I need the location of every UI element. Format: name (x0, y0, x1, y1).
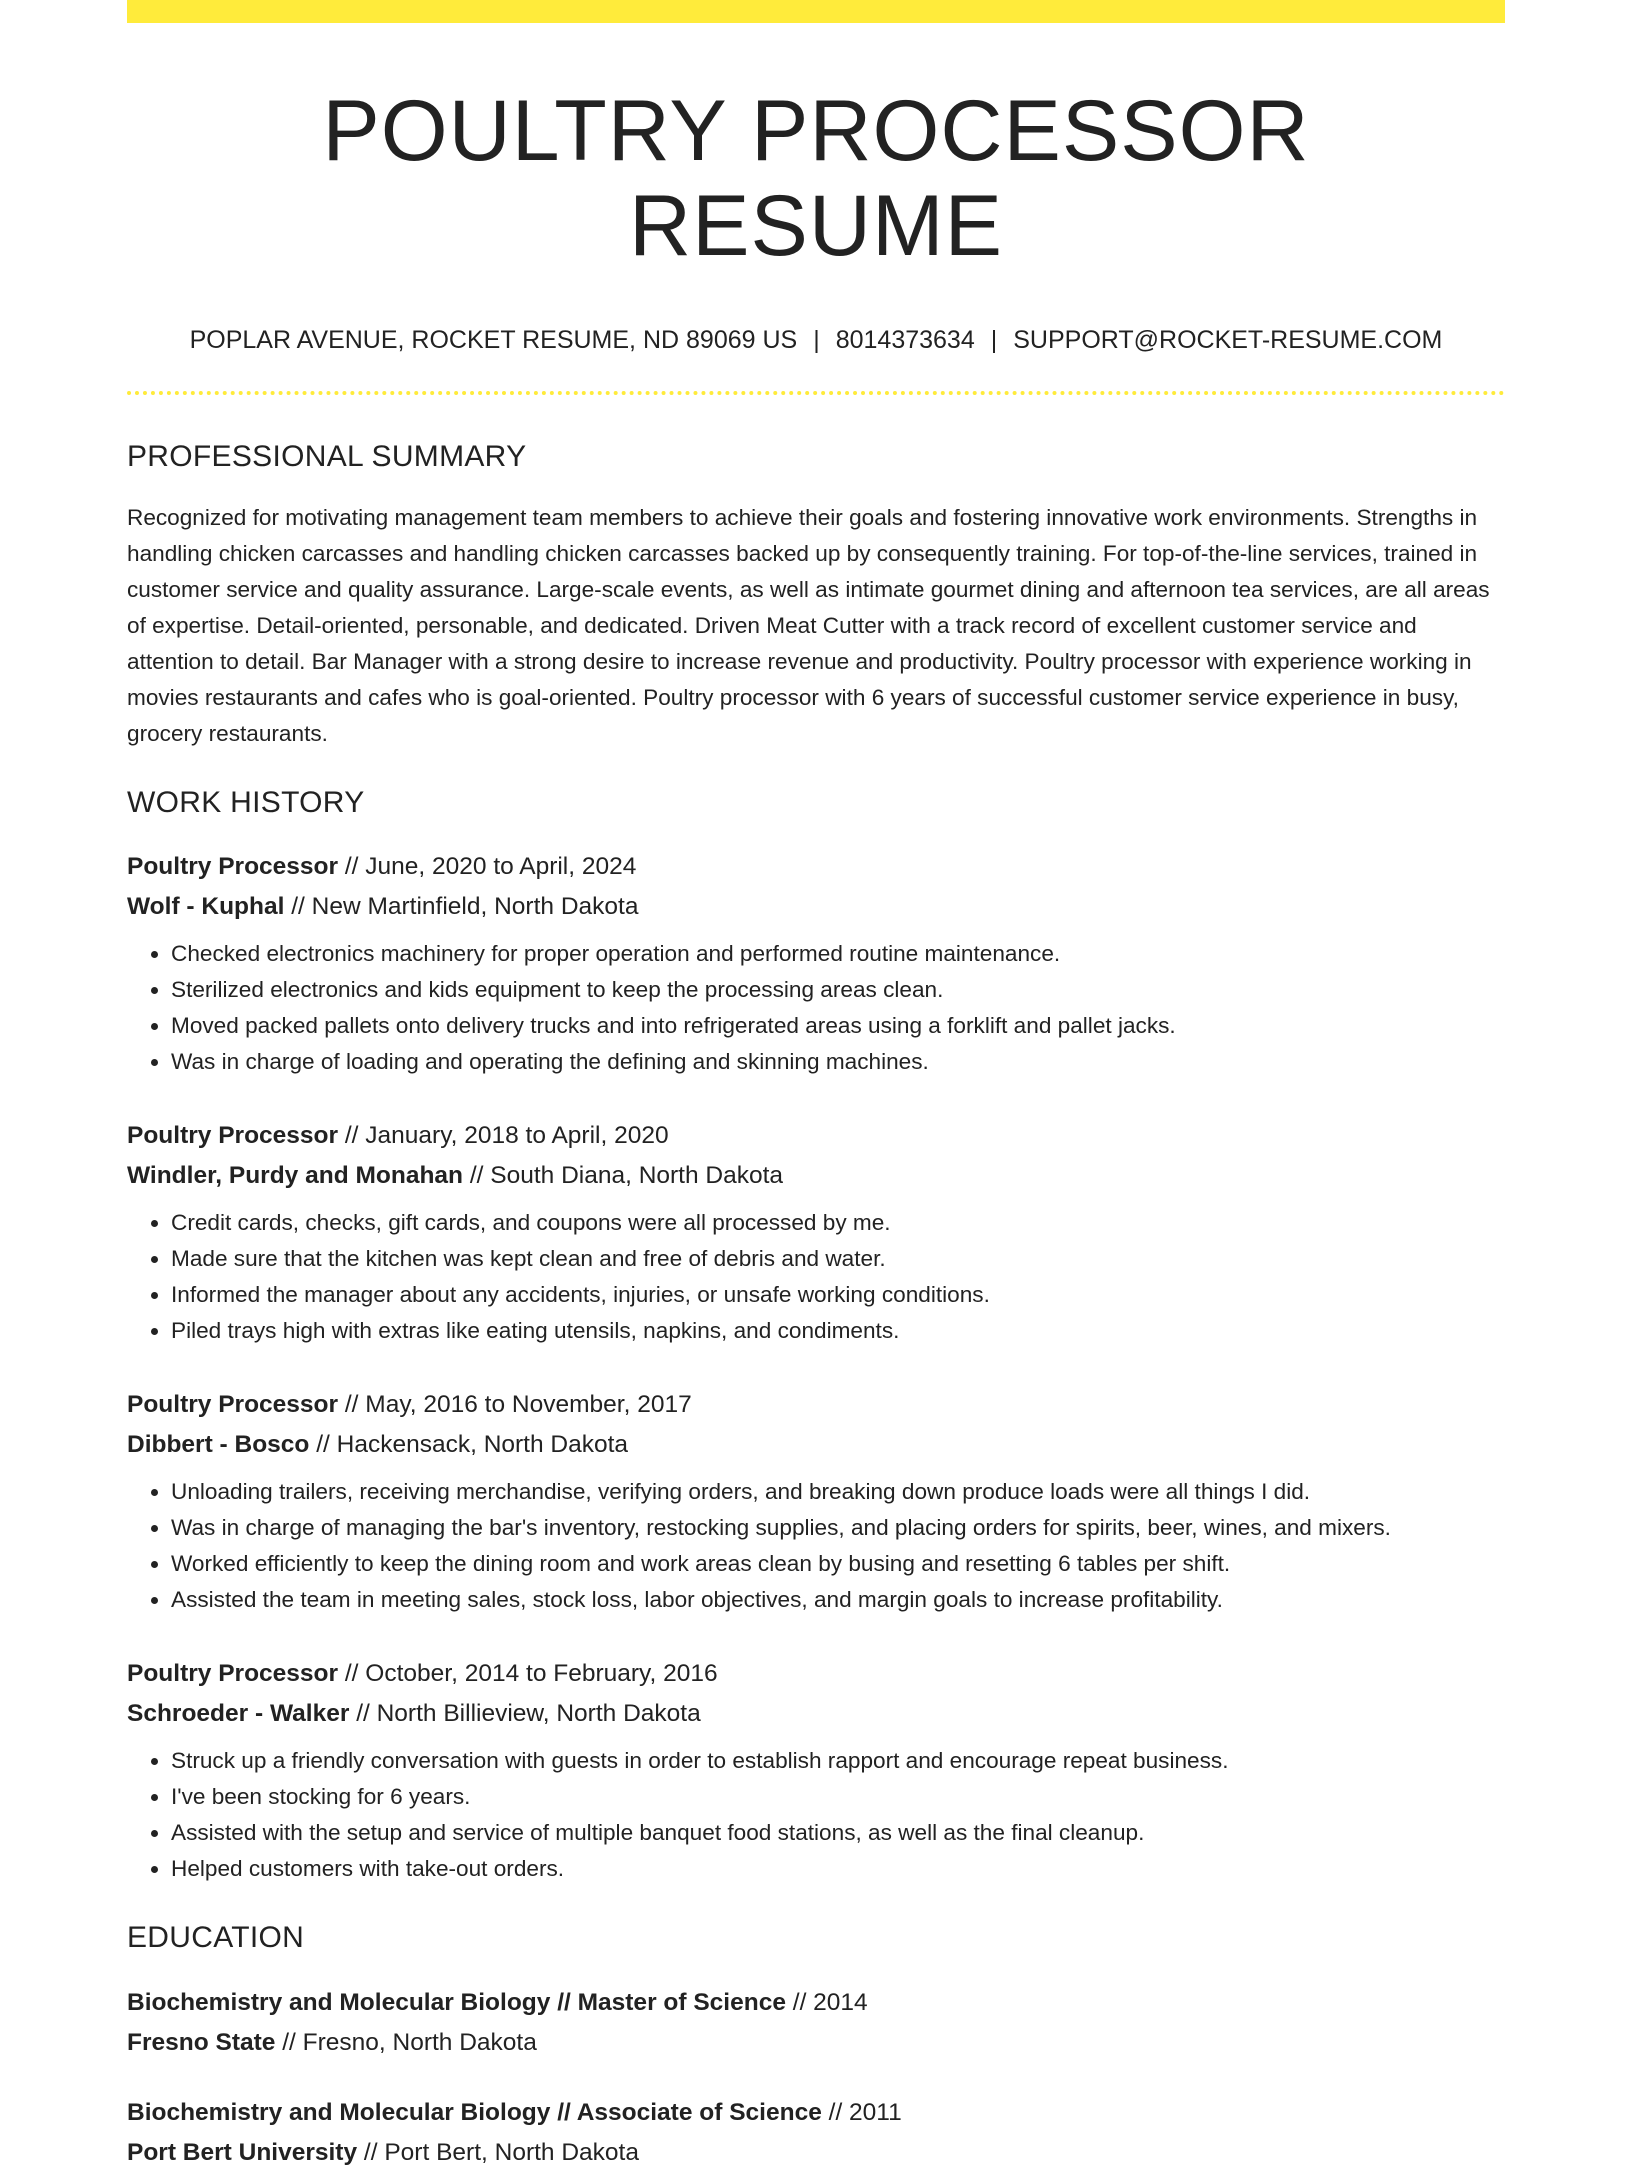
header-divider (127, 391, 1505, 395)
job-bullets (127, 1474, 1505, 1618)
contact-separator: | (813, 326, 820, 355)
job-location: // New Martinfield, North Dakota (284, 893, 639, 921)
job-company: Windler, Purdy and Monahan (127, 1162, 464, 1190)
job-company: Dibbert - Bosco (127, 1431, 310, 1459)
resume-title: POULTRY PROCESSOR RESUME (322, 83, 1310, 274)
job-entry (127, 1116, 1505, 1349)
job-title: Poultry Processor (127, 1122, 339, 1150)
education-year: // 2014 (785, 1989, 868, 2017)
job-location: // South Diana, North Dakota (463, 1162, 784, 1190)
job-dates: // January, 2018 to April, 2020 (338, 1122, 669, 1150)
job-company: Wolf - Kuphal (127, 893, 285, 921)
job-title-line (127, 847, 1505, 887)
job-bullet: • Was in charge of managing the bar's inventory, restocking supplies, and placing orders for spirits, beer, wines, and mixers. (171, 1510, 1505, 1546)
job-entry (127, 847, 1505, 1080)
education-heading: EDUCATION (127, 1921, 305, 1955)
education-school-line (127, 2133, 1505, 2173)
education-location: // Fresno, North Dakota (275, 2029, 537, 2057)
education-degree: Biochemistry and Molecular Biology // Master of Science (127, 1989, 786, 2017)
education-location: // Port Bert, North Dakota (357, 2139, 639, 2167)
top-accent-bar (127, 0, 1505, 23)
job-title-line (127, 1116, 1505, 1156)
job-company-line (127, 1156, 1505, 1196)
contact-separator: | (990, 326, 998, 355)
job-bullets (127, 1743, 1505, 1887)
contact-email: SUPPORT@ROCKET-RESUME.COM (1013, 326, 1443, 355)
job-bullet: • Credit cards, checks, gift cards, and coupons were all processed by me. (171, 1205, 1505, 1241)
education-entry (127, 2093, 1505, 2173)
job-bullet: • Made sure that the kitchen was kept clean and free of debris and water. (171, 1241, 1505, 1277)
job-dates: // June, 2020 to April, 2024 (338, 853, 637, 881)
job-bullet: • I've been stocking for 6 years. (171, 1779, 1505, 1815)
education-degree: Biochemistry and Molecular Biology // Associate of Science (127, 2099, 822, 2127)
job-bullet: • Piled trays high with extras like eating utensils, napkins, and condiments. (171, 1313, 1505, 1349)
job-bullet: • Informed the manager about any accidents, injuries, or unsafe working conditions. (171, 1277, 1505, 1313)
contact-phone: 8014373634 (835, 326, 975, 355)
job-title-line (127, 1654, 1505, 1694)
job-bullets (127, 936, 1505, 1080)
education-year: // 2011 (821, 2099, 902, 2127)
education-degree-line (127, 2093, 1505, 2133)
job-bullet: • Checked electronics machinery for proper operation and performed routine maintenance. (171, 936, 1505, 972)
job-bullet: • Struck up a friendly conversation with guests in order to establish rapport and encourage repeat business. (171, 1743, 1505, 1779)
job-location: // North Billieview, North Dakota (349, 1700, 701, 1728)
job-title-line (127, 1385, 1505, 1425)
education-school: Port Bert University (127, 2139, 358, 2167)
job-company-line (127, 887, 1505, 927)
contact-info (127, 328, 1505, 353)
job-bullet: • Assisted with the setup and service of multiple banquet food stations, as well as the final cleanup. (171, 1815, 1505, 1851)
job-bullet: • Assisted the team in meeting sales, stock loss, labor objectives, and margin goals to increase profitability. (171, 1582, 1505, 1618)
education-school-line (127, 2023, 1505, 2063)
resume-page (127, 0, 1505, 2173)
education-degree-line (127, 1983, 1505, 2023)
job-bullet: • Helped customers with take-out orders. (171, 1851, 1505, 1887)
education-entry (127, 1983, 1505, 2063)
job-bullet: • Unloading trailers, receiving merchandise, verifying orders, and breaking down produce loads were all things I did. (171, 1474, 1505, 1510)
job-dates: // May, 2016 to November, 2017 (338, 1391, 692, 1419)
job-title: Poultry Processor (127, 853, 339, 881)
education-school: Fresno State (127, 2029, 276, 2057)
job-entry (127, 1654, 1505, 1887)
contact-address: POPLAR AVENUE, ROCKET RESUME, ND 89069 US (189, 326, 798, 355)
summary-heading: PROFESSIONAL SUMMARY (127, 440, 527, 474)
job-bullets (127, 1205, 1505, 1349)
job-dates: // October, 2014 to February, 2016 (338, 1660, 718, 1688)
work-history-heading: WORK HISTORY (127, 786, 365, 820)
job-entry (127, 1385, 1505, 1618)
job-bullet: • Was in charge of loading and operating the defining and skinning machines. (171, 1044, 1505, 1080)
job-bullet: • Worked efficiently to keep the dining room and work areas clean by busing and resetting 6 tables per shift. (171, 1546, 1505, 1582)
job-company-line (127, 1694, 1505, 1734)
job-company: Schroeder - Walker (127, 1700, 350, 1728)
summary-text: Recognized for motivating management team members to achieve their goals and fostering innovative work environments. Strengths in handling chicken carcasses and handling chicken carcasses backed up by consequently training. For top-of-the-line services, trained in customer service and quality assurance. Large-scale events, as well as intimate gourmet dining and afternoon tea services, are all areas of expertise. Detail-oriented, personable, and dedicated. Driven Meat Cutter with a track record of excellent customer service and attention to detail. Bar Manager with a strong desire to increase revenue and productivity. Poultry processor with experience working in movies restaurants and cafes who is goal-oriented. Poultry processor with 6 years of successful customer service experience in busy, grocery restaurants. (127, 505, 1490, 747)
job-bullet: • Sterilized electronics and kids equipment to keep the processing areas clean. (171, 972, 1505, 1008)
job-title: Poultry Processor (127, 1391, 339, 1419)
job-bullet: • Moved packed pallets onto delivery trucks and into refrigerated areas using a forklift and pallet jacks. (171, 1008, 1505, 1044)
job-title: Poultry Processor (127, 1660, 339, 1688)
job-location: // Hackensack, North Dakota (309, 1431, 629, 1459)
job-company-line (127, 1425, 1505, 1465)
